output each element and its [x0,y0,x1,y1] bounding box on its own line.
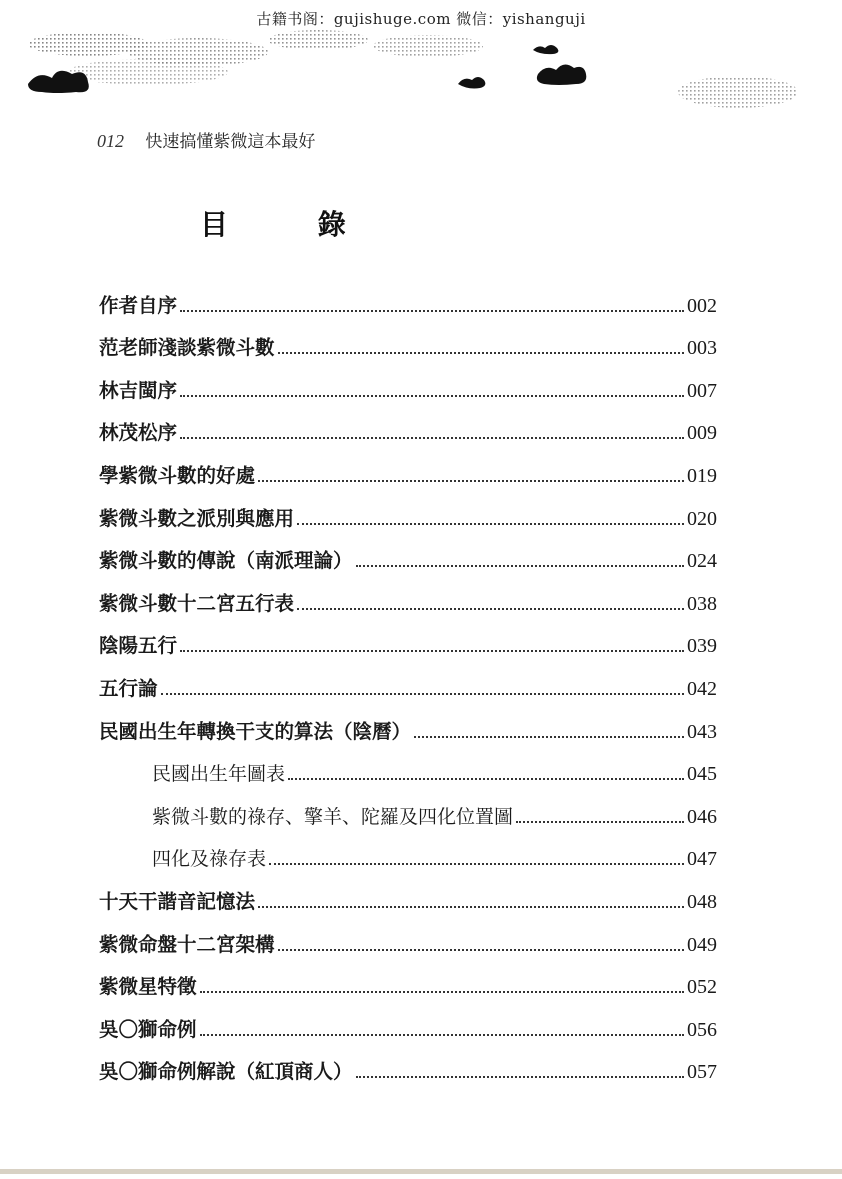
toc-entry [99,871,717,914]
toc-entry-title: 四化及祿存表 [152,848,267,871]
dot-leader [161,692,684,695]
toc-entry-page: 009 [687,422,717,445]
dot-leader [200,1033,684,1036]
toc-entry-title: 紫微斗數十二宮五行表 [99,591,295,615]
running-title: 快速搞懂紫微這本最好 [145,132,316,152]
toc-entry-page: 057 [687,1061,717,1084]
toc-entry-title: 紫微斗數的傳說（南派理論） [99,549,353,573]
toc-entry [99,999,717,1042]
page-number: 012 [97,131,124,151]
toc-entry [99,573,717,616]
toc-entry-page: 007 [687,379,717,402]
dot-leader [180,436,684,439]
toc-entry-title: 吳〇獅命例 [99,1017,197,1041]
toc-entry-page: 043 [687,720,717,743]
toc-entry-title: 紫微斗數之派別與應用 [99,506,295,530]
toc-entry [99,914,717,957]
toc-entry-page: 003 [687,337,717,360]
toc-entry [99,275,717,318]
toc-entry-title: 作者自序 [99,293,178,317]
dot-leader [180,649,684,652]
toc-entry-page: 038 [687,592,717,615]
watermark-text: 古籍书阁：gujishuge.com 微信：yishanguji [256,10,586,28]
toc-entry-title: 紫微命盤十二宮架構 [99,932,275,956]
toc-entry-page: 002 [687,294,717,317]
toc-entry [99,488,717,531]
toc-entry-page: 052 [687,976,717,999]
toc-entry-title: 十天干諧音記憶法 [99,889,256,913]
dot-leader [258,905,684,908]
toc-entry-page: 024 [687,550,717,573]
toc-entry-page: 020 [687,507,717,530]
toc-entry-title: 林吉閩序 [99,378,178,402]
toc-entry [99,403,717,446]
toc-list [99,275,717,1084]
toc-entry-page: 046 [687,805,717,828]
toc-entry [99,658,717,701]
toc-entry-page: 039 [687,635,717,658]
running-header [97,127,315,152]
dot-leader [200,990,684,993]
dot-leader [288,777,684,780]
toc-entry-title: 范老師淺談紫微斗數 [99,336,275,360]
toc-entry-title: 陰陽五行 [99,634,178,658]
page-bottom-edge [0,1169,842,1174]
cloud-banner-decoration [18,22,808,122]
dot-leader [516,820,684,823]
toc-entry-page: 045 [687,763,717,786]
toc-entry [99,957,717,1000]
dot-leader [356,564,684,567]
toc-entry [99,318,717,361]
toc-entry-title: 民國出生年轉換干支的算法（陰曆） [99,719,412,743]
toc-entry-title: 民國出生年圖表 [152,763,286,786]
toc-entry [99,531,717,574]
toc-entry [99,445,717,488]
toc-entry [99,744,717,787]
toc-title: 目 錄 [200,208,386,241]
dot-leader [278,351,684,354]
toc-entry-title: 五行論 [99,676,158,700]
toc-entry-title: 學紫微斗數的好處 [99,463,256,487]
dot-leader [414,735,684,738]
dot-leader [297,607,684,610]
dot-leader [258,479,684,482]
toc-entry [99,360,717,403]
toc-entry-page: 047 [687,848,717,871]
toc-entry [99,786,717,829]
toc-entry-title: 紫微星特徵 [99,975,197,999]
toc-entry-page: 042 [687,677,717,700]
toc-entry [99,829,717,872]
toc-entry-page: 048 [687,890,717,913]
toc-entry [99,1042,717,1085]
dot-leader [180,394,684,397]
dot-leader [356,1075,684,1078]
toc-entry-page: 056 [687,1018,717,1041]
toc-entry [99,701,717,744]
toc-entry-title: 紫微斗數的祿存、擎羊、陀羅及四化位置圖 [152,805,514,828]
dot-leader [269,862,684,865]
toc-entry-page: 049 [687,933,717,956]
dot-leader [297,522,684,525]
dot-leader [278,948,684,951]
toc-entry-page: 019 [687,464,717,487]
toc-entry [99,616,717,659]
dot-leader [180,309,684,312]
toc-entry-title: 林茂松序 [99,421,178,445]
toc-entry-title: 吳〇獅命例解說（紅頂商人） [99,1060,353,1084]
